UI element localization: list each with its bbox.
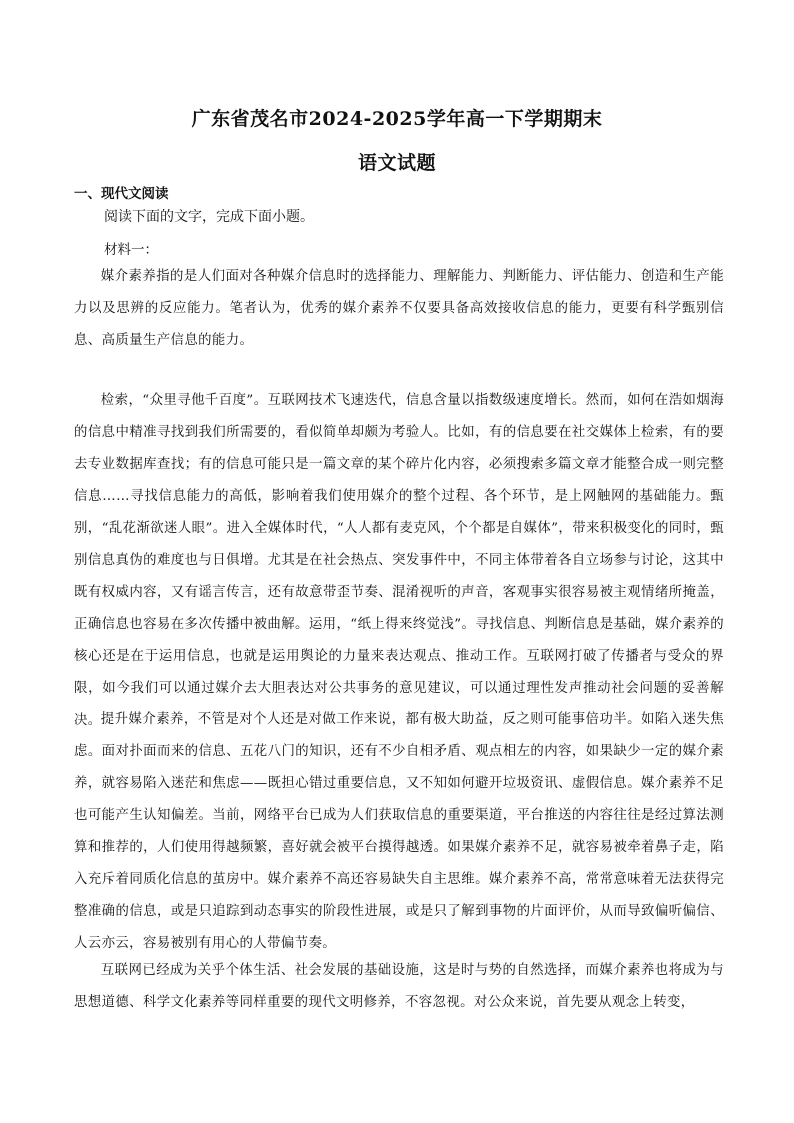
paragraph-3: 提升媒介素养，不管是对个人还是对做工作来说，都有极大助益，反之则可能事倍功半。如陷入迷失焦虑。面对扑面而来的信息、五花八门的知识，还有不少自相矛盾、观点相左的内容，如果缺少一定的媒介素养，就容易陷入迷茫和焦虑——既担心错过重要信息，又不知如何避开垃圾资讯、虚假信息。媒介素养不足也可能产生认知偏差。当前，网络平台已成为人们获取信息的重要渠道，平台推送的内容往往是经过算法测算和推荐的，人们使用得越频繁，喜好就会被平台摸得越透。如果媒介素养不足，就容易被牵着鼻子走，陷入充斥着同质化信息的茧房中。媒介素养不高还容易缺失自主思维。媒介素养不高，常常意味着无法获得完整准确的信息，或是只追踪到动态事实的阶段性进展，或是只了解到事物的片面评价，从而导致偏听偏信、人云亦云，容易被别有用心的人带偏节奏。 [74, 712, 724, 951]
material-label: 材料一： [104, 242, 158, 258]
exam-title: 广东省茂名市2024-2025学年高一下学期期末 [191, 108, 603, 130]
paragraph-2: 检索，“众里寻他千百度”。互联网技术飞速迭代，信息含量以指数级速度增长。然而，如何在浩如烟海的信息中精准寻找到我们所需要的，看似简单却颇为考验人。比如，有的信息要在社交媒体上检索，有的要去专业数据库查找；有的信息可能只是一篇文章的某个碎片化内容，必须搜索多篇文章才能整合成一则完整信息……寻找信息能力的高低，影响着我们使用媒介的整个过程、各个环节，是上网触网的基础能力。甄别，“乱花渐欲迷人眼”。进入全媒体时代，“人人都有麦克风，个个都是自媒体”，带来积极变化的同时，甄别信息真伪的难度也与日俱增。尤其是在社会热点、突发事件中，不同主体带着各自立场参与讨论，这其中既有权威内容，又有谣言传言，还有故意带歪节奏、混淆视听的声音，客观事实很容易被主观情绪所掩盖，正确信息也容易在多次传播中被曲解。运用，“纸上得来终觉浅”。寻找信息、判断信息是基础，媒介素养的核心还是在于运用信息，也就是运用舆论的力量来表达观点、推动工作。互联网打破了传播者与受众的界限，如今我们可以通过媒介去大胆表达对公共事务的意见建议，可以通过理性发声推动社会问题的妥善解决。 [74, 393, 724, 728]
paragraph-1: 媒介素养指的是人们面对各种媒介信息时的选择能力、理解能力、判断能力、评估能力、创造和生产能力以及思辨的反应能力。笔者认为，优秀的媒介素养不仅要具备高效接收信息的能力，更要有科学甄别信息、高质量生产信息的能力。 [74, 269, 724, 348]
reading-instruction: 阅读下面的文字，完成下面小题。 [104, 209, 314, 225]
paragraph-4: 互联网已经成为关乎个体生活、社会发展的基础设施，这是时与势的自然选择，而媒介素养也将成为与思想道德、科学文化素养等同样重要的现代文明修养，不容忽视。对公众来说，首先要从观念上转变， [74, 963, 724, 1010]
section-heading: 一、现代文阅读 [74, 186, 169, 202]
exam-subtitle: 语文试题 [357, 152, 436, 174]
